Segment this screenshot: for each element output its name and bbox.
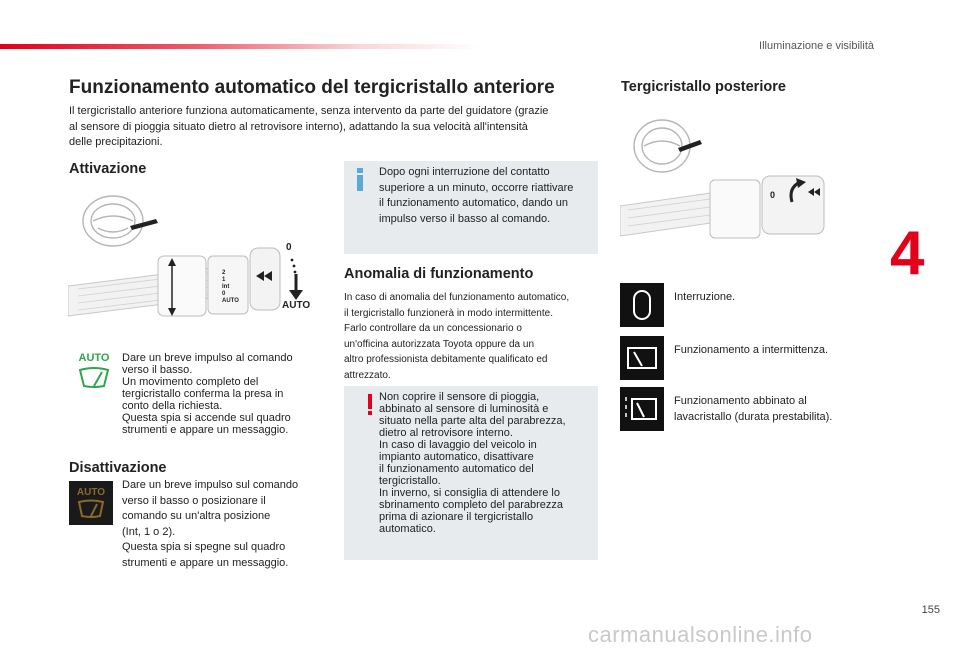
activation-title: Attivazione [69,161,147,177]
activation-line: strumenti e appare un messaggio. [122,424,289,436]
malfunction-line: il tergicristallo funzionerà in modo intermittente. [344,307,553,319]
warning-note-line: prima di azionare il tergicristallo [379,511,534,523]
rear-wiper-wash-label [674,394,832,425]
rear-wiper-title: Tergicristallo posteriore [621,79,786,95]
info-note-line: impulso verso il basso al comando. [379,212,551,225]
malfunction-title: Anomalia di funzionamento [344,266,534,282]
info-note-line: Dopo ogni interruzione del contatto [379,166,550,178]
page-title: Funzionamento automatico del tergicristallo anteriore [69,77,555,98]
activation-line: conto della richiesta. [122,400,223,412]
auto-icon-label: AUTO [78,352,110,364]
windshield-wiper-off-icon [69,498,113,522]
malfunction-line: altro professionista debitamente qualificato ed [344,354,548,365]
rear-wiper-wash-icon [620,387,664,431]
lever-position-labels [222,270,239,305]
header-accent-bar [0,44,480,49]
watermark: carmanualsonline.info [588,622,813,647]
intro-line: Il tergicristallo anteriore funziona automaticamente, senza intervento da parte del guidatore (grazie [69,105,549,117]
info-icon [356,168,364,191]
lever-position-2: 2 [222,270,226,276]
lever-position-int: Int [222,284,230,290]
warning-icon [368,394,372,415]
rear-wiper-off-icon [620,283,664,327]
rear-wiper-wash-line: lavacristallo (durata prestabilita). [674,410,833,423]
deactivation-line: verso il basso o posizionare il [122,494,266,507]
activation-line: Dare un breve impulso al comando [122,352,293,364]
rear-wiper-intermittent-icon [620,336,664,380]
activation-line: Un movimento completo del [122,376,259,388]
activation-illustration [68,186,328,326]
warning-note-line: In inverno, si consiglia di attendere lo [379,487,560,499]
rear-wiper-lever-icon [620,106,830,246]
malfunction-line: un'officina autorizzata Toyota oppure da un [344,338,535,350]
lever-position-1: 1 [222,277,226,283]
rear-wiper-wash-line: Funzionamento abbinato al [674,395,807,407]
rear-wiper-illustration [620,106,830,246]
deactivation-line: (Int, 1 o 2). [122,525,176,538]
warning-note-line: abbinato al sensore di luminosità e [379,403,549,415]
page-number: 155 [921,604,940,616]
malfunction-line: Farlo controllare da un concessionario o [344,323,522,334]
windshield-wiper-icon [76,364,112,390]
auto-off-icon-label: AUTO [76,487,106,498]
warning-note-line: sbrinamento completo del parabrezza [379,499,564,511]
intro-line: al sensore di pioggia situato dietro al retrovisore interno), adattando la sua velocità all'intensità [69,120,528,133]
deactivation-line: Questa spia si spegne sul quadro [122,541,286,553]
activation-line: tergicristallo conferma la presa in [122,388,284,400]
info-note [344,161,598,254]
warning-note-line: tergicristallo. [379,475,441,487]
malfunction-line: In caso di anomalia del funzionamento automatico, [344,292,570,303]
warning-note-line: dietro al retrovisore interno. [379,427,513,439]
auto-wiper-off-icon [69,481,113,525]
warning-note-line: automatico. [379,523,436,535]
warning-note-line: situato nella parte alta del parabrezza, [379,415,566,427]
rear-wiper-intermittent-label: Funzionamento a intermittenza. [674,344,829,356]
activation-line: verso il basso. [122,364,193,376]
lever-label-zero: 0 [286,242,292,253]
malfunction-text [344,290,604,383]
activation-line: Questa spia si accende sul quadro [122,412,291,424]
warning-note-line: In caso di lavaggio del veicolo in [379,439,537,451]
lever-position-auto: AUTO [222,298,239,304]
section-title: Illuminazione e visibilità [759,40,874,52]
activation-text [122,352,322,436]
info-note-line: superiore a un minuto, occorre riattivare [379,181,574,194]
deactivation-line: Dare un breve impulso sul comando [122,479,299,491]
info-note-line: il funzionamento automatico, dando un [379,197,568,209]
rear-wiper-off-label: Interruzione. [674,291,736,303]
warning-note-text [379,391,594,535]
intro-line: delle precipitazioni. [69,136,163,148]
warning-note-line: impianto automatico, disattivare [379,451,534,463]
deactivation-text [122,478,327,571]
warning-note-line: Non coprire il sensore di pioggia, [379,391,540,403]
rear-lever-label-zero: 0 [770,190,776,200]
intro-text [69,104,609,151]
deactivation-title: Disattivazione [69,460,167,476]
warning-note [344,386,598,560]
deactivation-line: comando su un'altra posizione [122,510,271,522]
auto-wiper-green-icon [76,352,112,396]
lever-position-0: 0 [222,291,226,297]
deactivation-line: strumenti e appare un messaggio. [122,556,289,569]
chapter-number: 4 [890,219,925,288]
malfunction-line: attrezzato. [344,369,391,381]
info-note-text [379,165,594,227]
warning-note-line: il funzionamento automatico del [379,463,534,475]
lever-label-auto: AUTO [282,300,311,311]
